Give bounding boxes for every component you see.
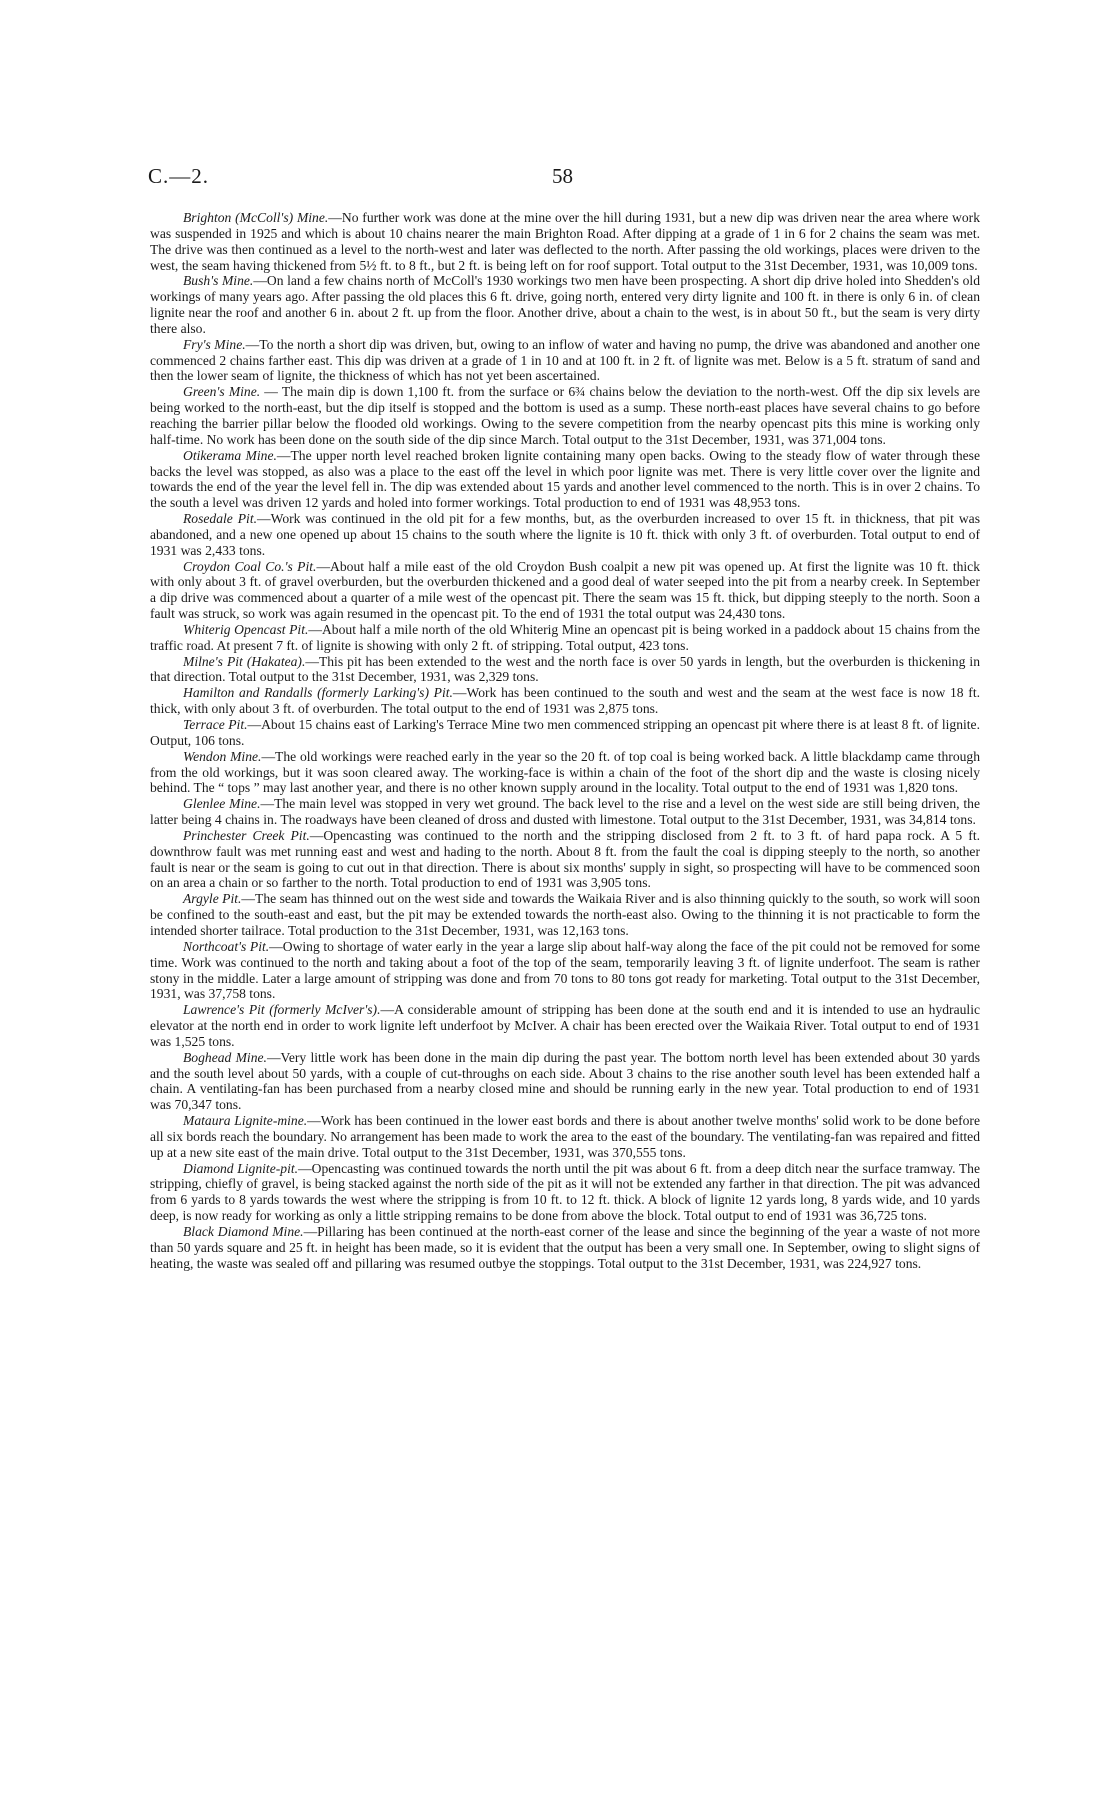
mine-name: Rosedale Pit.	[183, 511, 257, 527]
mine-name: Diamond Lignite-pit.	[183, 1160, 299, 1176]
mine-report-paragraph	[150, 654, 980, 686]
paragraph-text: —Opencasting was continued towards the north until the pit was about 6 ft. from a deep ditch near the surface tramway. The stripping, chiefly of gravel, is being stacked against the north side of the pit as it will not be extended any farther in that direction. The pit was advanced from 6 yards to 8 yards towards the west where the stripping is from 10 ft. to 12 ft. thick. A block of lignite 12 yards long, 8 yards wide, and 10 yards deep, is now ready for working as only a little stripping remains to be done from above the block. Total output to end of 1931 was 36,725 tons.	[150, 1160, 981, 1224]
mine-report-paragraph	[150, 384, 980, 447]
mine-name: Terrace Pit.	[183, 717, 248, 732]
paragraph-text: —Very little work has been done in the main dip during the past year. The bottom north level has been extended about 30 yards and the south level about 50 yards, with a couple of cut-throughs on each side. About 3 chains to the rise another south level has been extended half a chain. A ventilating-fan has been purchased from a nearby closed mine and should be running early in the new year. Total production to end of 1931 was 70,347 tons.	[150, 1049, 980, 1113]
mine-report-paragraph	[150, 1002, 980, 1050]
paragraph-text: —Work has been continued to the south and west and the seam at the west face is now 18 ft. thick, with only about 3 ft. of overburden. The total output to the end of 1931 was 2,875 tons.	[150, 685, 980, 717]
paragraph-text: —Pillaring has been continued at the north-east corner of the lease and since the beginning of the year a waste of not more than 50 yards square and 25 ft. in height has been made, so it is evident that the output has been a very small one. In September, owing to slight signs of heating, the waste was sealed off and pillaring was resumed outbye the stoppings. Total output to the 31st December, 1931, was 224,927 tons.	[150, 1224, 980, 1271]
mine-report-paragraph	[150, 337, 980, 385]
mine-name: Northcoat's Pit.	[183, 938, 270, 954]
mine-name: Bush's Mine.	[183, 273, 254, 289]
mine-report-paragraph	[150, 210, 980, 273]
paragraph-text: —About half a mile east of the old Croydon Bush coalpit a new pit was opened up. At first the lignite was 10 ft. thick with only about 3 ft. of gravel overburden, but the overburden thickened and a good deal of water seeped into the pit from a nearby creek. In September a dip drive was commenced about a quarter of a mile west of the opencast pit. There the seam was 15 ft. thick, but dipping steeply to the north. Soon a fault was struck, so work was again resumed in the opencast pit. To the end of 1931 the total output was 24,430 tons.	[150, 558, 981, 622]
paragraph-text: —No further work was done at the mine over the hill during 1931, but a new dip was driven near the area where work was suspended in 1925 and which is about 10 chains nearer the main Brighton Road. After dipping at a grade of 1 in 6 for 2 chains the seam was met. The drive was then continued as a level to the north-west and later was deflected to the north. After passing the old workings, places were driven to the west, the seam having thickened from 5½ ft. to 8 ft., but 2 ft. is being left on for roof support. Total output to the 31st December, 1931, was 10,009 tons.	[150, 210, 980, 273]
mine-report-paragraph	[150, 796, 980, 828]
mine-report-paragraph	[150, 939, 980, 1002]
mine-name: Lawrence's Pit (formerly McIver's).	[183, 1002, 381, 1018]
page-number: 58	[552, 164, 573, 188]
mine-report-paragraph	[150, 1050, 980, 1113]
mine-name: Whiterig Opencast Pit.	[183, 621, 309, 637]
paragraph-text: —The main level was stopped in very wet ground. The back level to the rise and a level on the west side are still being driven, the latter being 4 chains in. The roadways have been cleaned of dross and dusted with limestone. Total output to the 31st December, 1931, was 34,814 tons.	[150, 796, 980, 828]
mine-name: Brighton (McColl's) Mine.	[183, 210, 329, 225]
mine-report-paragraph	[150, 511, 980, 559]
paragraph-text: —Opencasting was continued to the north and the stripping disclosed from 2 ft. to 3 ft. of hard papa rock. A 5 ft. downthrow fault was met running east and west and hading to the north. About 8 ft. from the fault the coal is dipping steeply to the north, so another fault is near or the seam is going to cut out in that direction. There is about six months' supply in sight, so prospecting will have to be commenced soon on an area a chain or so farther to the north. Total production to end of 1931 was 3,905 tons.	[150, 827, 980, 891]
mine-name: Croydon Coal Co.'s Pit.	[183, 558, 317, 574]
paragraph-text: — The main dip is down 1,100 ft. from the surface or 6¾ chains below the deviation to the north-west. Off the dip six levels are being worked to the north-east, but the dip itself is stopped and the bottom is used as a sump. These north-east places have several chains to go before reaching the barrier pillar below the flooded old workings. Owing to the severe competition from the nearby opencast pits this mine is working only half-time. No work has been done on the south side of the dip since March. Total output to the 31st December, 1931, was 371,004 tons.	[150, 384, 980, 447]
paragraph-text: —About half a mile north of the old Whiterig Mine an opencast pit is being worked in a paddock about 15 chains from the traffic road. At present 7 ft. of lignite is showing with only 2 ft. of stripping. Total output, 423 tons.	[150, 621, 980, 653]
paragraph-text: —Work was continued in the old pit for a few months, but, as the overburden increased to over 15 ft. in thickness, that pit was abandoned, and a new one opened up about 15 chains to the south where the lignite is 10 ft. thick with only 3 ft. of overburden. Total output to end of 1931 was 2,433 tons.	[150, 511, 980, 558]
mine-report-paragraph	[150, 1161, 980, 1224]
paragraph-text: —About 15 chains east of Larking's Terrace Mine two men commenced stripping an opencast pit where there is at least 8 ft. of lignite. Output, 106 tons.	[150, 717, 980, 748]
paragraph-text: —On land a few chains north of McColl's 1930 workings two men have been prospecting. A short dip drive holed into Shedden's old workings of many years ago. After passing the old places this 6 ft. drive, going north, entered very dirty lignite and 100 ft. in there is only 6 in. of clean lignite near the roof and another 6 in. about 2 ft. up from the floor. Another drive, about a chain to the west, is in about 50 ft., but the seam is very dirty there also.	[150, 273, 980, 336]
paragraph-text: —Work has been continued in the lower east bords and there is about another twelve months' solid work to be done before all six bords reach the boundary. No arrangement has been made to work the area to the east of the boundary. The ventilating-fan was repaired and fitted up at a new site east of the main drive. Total output to the 31st December, 1931, was 370,555 tons.	[150, 1113, 980, 1160]
paragraph-text: —To the north a short dip was driven, but, owing to an inflow of water and having no pump, the drive was abandoned and another one commenced 2 chains farther east. This dip was driven at a grade of 1 in 10 and at 100 ft. in 2 ft. of lignite was met. Below is a 5 ft. stratum of sand and then the lower seam of lignite, the thickness of which has not yet been ascertained.	[150, 336, 980, 384]
mine-report-paragraph	[150, 717, 980, 749]
mine-report-paragraph	[150, 685, 980, 717]
paragraph-text: —The seam has thinned out on the west side and towards the Waikaia River and is also thinning quickly to the south, so work will soon be confined to the south-east and east, but the pit may be extended towards the north-east also. Owing to the thinning it is not practicable to form the intended shorter tailrace. Total production to the 31st December, 1931, was 12,163 tons.	[150, 891, 980, 938]
mine-name: Hamilton and Randalls (formerly Larking's) Pit.	[183, 685, 453, 701]
mine-report-paragraph	[150, 891, 980, 939]
mine-name: Otikerama Mine.	[183, 447, 277, 463]
mine-report-paragraph	[150, 273, 980, 336]
section-reference: C.—2.	[148, 164, 210, 188]
mine-name: Black Diamond Mine.	[183, 1224, 304, 1239]
mine-name: Princhester Creek Pit.	[183, 827, 310, 843]
paragraph-text: —The old workings were reached early in the year so the 20 ft. of top coal is being worked back. A little blackdamp came through from the old workings, but it was soon cleared away. The working-face is within a chain of the foot of the short dip and the waste is closing nicely behind. The “ tops ” may last another year, and there is no other known supply around in the locality. Total output to the end of 1931 was 1,820 tons.	[150, 748, 981, 796]
mine-name: Milne's Pit (Hakatea).	[183, 653, 306, 669]
mine-name: Green's Mine.	[183, 384, 261, 400]
paragraph-text: —The upper north level reached broken lignite containing many open backs. Owing to the steady flow of water through these backs the level was stopped, as also was a place to the east off the level in which poor lignite was met. There is very little cover over the lignite and towards the end of the year the level fell in. The dip was extended about 15 yards and another level commenced to the north. This is in over 2 chains. To the south a level was driven 12 yards and holed into former workings. Total production to end of 1931 was 48,953 tons.	[150, 447, 980, 511]
mine-name: Mataura Lignite-mine.	[183, 1113, 308, 1129]
mine-report-paragraph	[150, 559, 980, 622]
mine-report-paragraph	[150, 828, 980, 891]
mine-report-paragraph	[150, 622, 980, 654]
mine-name: Argyle Pit.	[183, 891, 242, 907]
mine-name: Glenlee Mine.	[183, 796, 261, 812]
mine-report-paragraph	[150, 448, 980, 511]
mine-report-paragraph	[150, 749, 980, 797]
paragraph-text: —A considerable amount of stripping has been done at the south end and it is intended to use an hydraulic elevator at the north end in order to work lignite left underfoot by McIver. A chair has been erected over the Waikaia River. Total output to end of 1931 was 1,525 tons.	[150, 1002, 980, 1049]
mine-name: Fry's Mine.	[183, 336, 246, 352]
mine-name: Wendon Mine.	[183, 748, 262, 764]
mine-report-paragraph	[150, 1113, 980, 1161]
paragraph-text: —Owing to shortage of water early in the year a large slip about half-way along the face of the pit could not be removed for some time. Work was continued to the north and taking about a foot of the top of the seam, temporarily leaving 3 ft. of lignite underfoot. The seam is rather stony in the middle. Later a large amount of stripping was done and from 70 tons to 80 tons got ready for marketing. Total output to the 31st December, 1931, was 37,758 tons.	[150, 938, 981, 1002]
report-body	[150, 210, 980, 1272]
mine-name: Boghead Mine.	[183, 1049, 267, 1065]
paragraph-text: —This pit has been extended to the west and the north face is over 50 yards in length, but the overburden is thickening in that direction. Total output to the 31st December, 1931, was 2,329 tons.	[150, 653, 980, 685]
mine-report-paragraph	[150, 1224, 980, 1272]
